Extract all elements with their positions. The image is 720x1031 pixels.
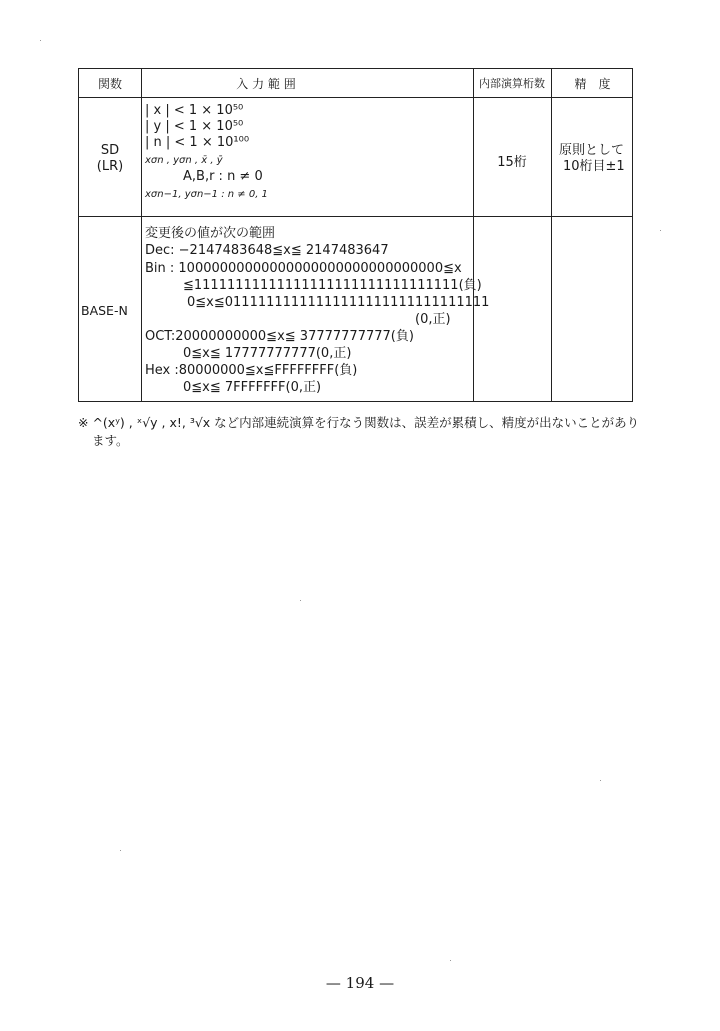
precision-line: 10桁目±1	[563, 159, 625, 174]
range-line: 0≦x≦ 17777777777(0,正)	[183, 346, 352, 361]
footnote-line: ます。	[92, 433, 129, 448]
range-line: xσn , yσn , x̄ , ȳ	[145, 155, 223, 166]
scan-speck	[120, 850, 121, 851]
internal-digits-value: 15桁	[497, 155, 527, 170]
range-line: | n | < 1 × 10¹⁰⁰	[145, 135, 250, 150]
scan-speck	[300, 600, 301, 601]
footnote-line: ※ ^(xʸ) , ˣ√y , x!, ³√x など内部連続演算を行なう関数は、誤差が累積し、精度が出ないことがあり	[78, 415, 640, 430]
function-sd-lr	[79, 143, 141, 175]
precision-line: 原則として	[559, 143, 625, 158]
function-name: (LR)	[96, 159, 124, 174]
range-line: ≦11111111111111111111111111111111(負)	[183, 278, 482, 293]
range-line: Hex :80000000≦x≦FFFFFFFF(負)	[145, 363, 358, 378]
header-divider	[79, 97, 632, 98]
range-line: | x | < 1 × 10⁵⁰	[145, 103, 244, 118]
range-line: Dec: −2147483648≦x≦ 2147483647	[145, 243, 389, 258]
page-number: — 194 —	[325, 974, 395, 992]
scan-speck	[660, 230, 661, 231]
precision-value	[559, 143, 625, 175]
range-line: Bin : 10000000000000000000000000000000≦x	[145, 261, 462, 276]
scan-speck	[40, 40, 41, 41]
header-internal-digits: 内部演算桁数	[479, 77, 545, 90]
range-line: | y | < 1 × 10⁵⁰	[145, 119, 244, 134]
range-line: xσn−1, yσn−1 : n ≠ 0, 1	[145, 189, 268, 200]
column-divider	[141, 69, 142, 401]
range-line: 変更後の値が次の範囲	[145, 226, 276, 241]
column-divider	[473, 69, 474, 401]
scan-speck	[600, 780, 601, 781]
range-line: OCT:20000000000≦x≦ 37777777777(負)	[145, 329, 414, 344]
header-function: 関数	[97, 76, 122, 91]
function-name: SD	[100, 143, 120, 158]
range-line: 0≦x≦ 7FFFFFFF(0,正)	[183, 380, 322, 395]
header-precision: 精 度	[574, 76, 611, 91]
range-line: 0≦x≦01111111111111111111111111111111	[187, 295, 490, 310]
function-base-n: BASE-N	[81, 303, 128, 318]
scan-speck	[450, 960, 451, 961]
row-divider	[79, 216, 632, 217]
specification-table	[78, 68, 633, 402]
range-line: (0,正)	[415, 312, 451, 327]
column-divider	[551, 69, 552, 401]
range-line: A,B,r : n ≠ 0	[183, 169, 263, 184]
header-input-range: 入 力 範 囲	[236, 76, 296, 91]
